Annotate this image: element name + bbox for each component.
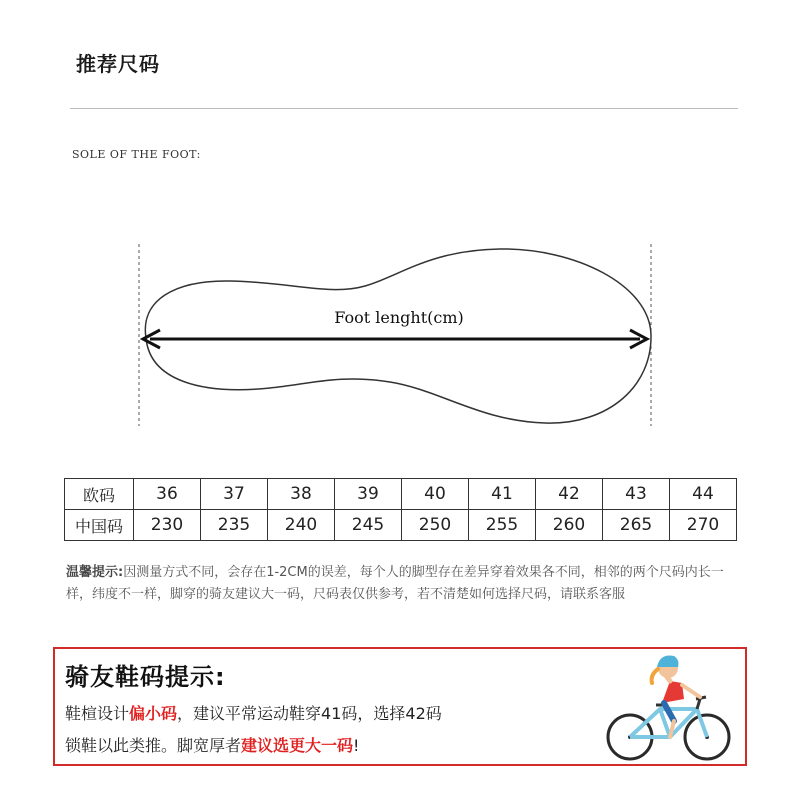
table-cell: 38 (268, 479, 335, 510)
table-cell: 37 (201, 479, 268, 510)
tip-text: 因测量方式不同，会存在1-2CM的误差，每个人的脚型存在差异穿着效果各不同，相邻的两个尺码内长一样，纬度不一样，脚穿的骑友建议大一码，尺码表仅供参考，若不清楚如何选择尺码，请联系客服 (66, 565, 724, 602)
row-label-eu: 欧码 (65, 479, 134, 510)
cyclist-illustration (602, 651, 737, 763)
table-cell: 250 (402, 510, 469, 541)
table-row-cn (65, 510, 737, 541)
helmet-icon (657, 655, 679, 667)
table-cell: 42 (536, 479, 603, 510)
rider-line-1-text-a: 鞋楦设计 (65, 704, 130, 723)
table-cell: 44 (670, 479, 737, 510)
row-label-cn: 中国码 (65, 510, 134, 541)
foot-outline-diagram (0, 230, 800, 430)
table-cell: 230 (134, 510, 201, 541)
table-cell: 235 (201, 510, 268, 541)
rider-line-1-text-b: ，建议平常运动鞋穿41码，选择42码 (177, 704, 442, 723)
table-row-eu (65, 479, 737, 510)
table-cell: 39 (335, 479, 402, 510)
table-cell: 255 (469, 510, 536, 541)
table-cell: 36 (134, 479, 201, 510)
table-cell: 43 (603, 479, 670, 510)
rider-line-2-text-a: 锁鞋以此类推。脚宽厚者 (65, 736, 242, 755)
rider-line-2 (65, 733, 359, 756)
rider-size-notice (53, 647, 747, 766)
table-cell: 41 (469, 479, 536, 510)
rider-line-2-text-b: ! (353, 736, 360, 755)
size-table (64, 478, 737, 541)
rider-line-2-highlight: 建议选更大一码 (241, 736, 354, 755)
table-cell: 270 (670, 510, 737, 541)
table-cell: 40 (402, 479, 469, 510)
title-divider (70, 108, 738, 109)
rider-line-1-highlight: 偏小码 (129, 704, 178, 723)
sole-outline (145, 249, 651, 423)
table-cell: 260 (536, 510, 603, 541)
sole-label: SOLE OF THE FOOT: (72, 148, 201, 161)
tip-paragraph (66, 562, 746, 606)
rider-title: 骑友鞋码提示: (65, 663, 226, 691)
table-cell: 240 (268, 510, 335, 541)
page-title: 推荐尺码 (76, 52, 160, 76)
foot-length-label: Foot lenght(cm) (334, 308, 464, 327)
tip-title: 温馨提示: (66, 565, 124, 580)
rider-line-1 (65, 701, 442, 724)
table-cell: 245 (335, 510, 402, 541)
table-cell: 265 (603, 510, 670, 541)
